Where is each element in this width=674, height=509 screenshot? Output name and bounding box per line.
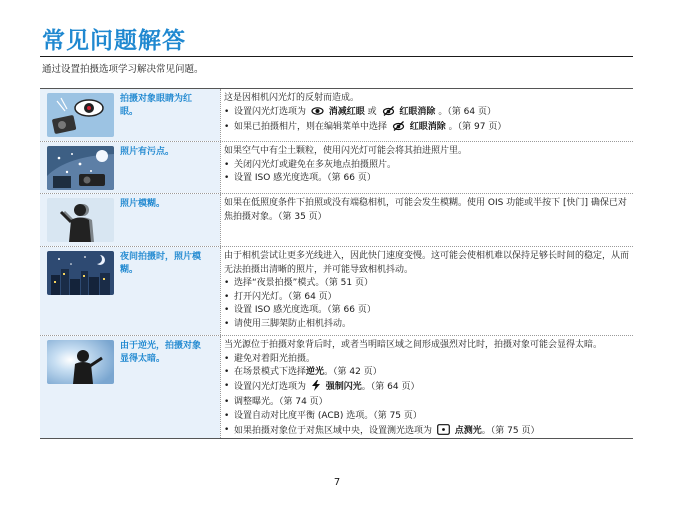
faq-table bbox=[40, 88, 633, 439]
question-cell bbox=[40, 89, 220, 141]
bullet-item: • 选择“夜景拍摄”模式。（第 51 页） bbox=[224, 277, 629, 291]
bullet-bold: 红眼消除 bbox=[399, 106, 436, 117]
faq-row-red-eye bbox=[40, 88, 633, 141]
red-eye-illustration bbox=[47, 93, 114, 137]
bullet-item bbox=[224, 106, 629, 122]
bullet-item: • 请使用三脚架防止相机抖动。 bbox=[224, 318, 629, 332]
bullet-text: 或 bbox=[367, 106, 377, 117]
bullet-bold: 点测光 bbox=[454, 425, 482, 436]
bullet-text: 。（第 97 页） bbox=[448, 122, 507, 133]
bullet-item bbox=[224, 380, 629, 397]
answer-text: 如果空气中有尘土颗粒，使用闪光灯可能会将其拍进照片里。 bbox=[224, 146, 468, 156]
title-divider bbox=[40, 56, 633, 57]
question-cell bbox=[40, 247, 220, 335]
bullet-bold: 强制闪光 bbox=[325, 381, 362, 392]
bullet-item: • 设置 ISO 感光度选项。（第 66 页） bbox=[224, 304, 629, 318]
bullet-item: • 设置 ISO 感光度选项。（第 66 页） bbox=[224, 172, 629, 186]
night-scene-illustration bbox=[47, 251, 114, 295]
answer-cell bbox=[220, 247, 633, 335]
question-text: 照片有污点。 bbox=[120, 147, 175, 157]
red-eye-fix-icon bbox=[382, 106, 395, 122]
answer-cell bbox=[220, 89, 633, 141]
faq-row-backlit bbox=[40, 335, 633, 439]
answer-cell bbox=[220, 194, 633, 246]
fill-flash-icon bbox=[311, 380, 321, 397]
page-subtitle: 通过设置拍摄选项学习解决常见问题。 bbox=[42, 64, 204, 75]
bullet-text: 在场景模式下选择 bbox=[234, 367, 307, 378]
faq-row-spots bbox=[40, 141, 633, 193]
question-cell bbox=[40, 336, 220, 438]
bullet-text: 。（第 75 页） bbox=[481, 425, 540, 436]
bullet-text: 设置闪光灯选项为 bbox=[234, 106, 307, 117]
answer-text: 由于相机尝试让更多光线进入，因此快门速度变慢。这可能会使相机难以保持足够长时间的稳定，从而无法拍摄出清晰的照片，并可能导致相机抖动。 bbox=[224, 251, 630, 275]
bullet-item: • 设置自动对比度平衡 (ACB) 选项。（第 75 页） bbox=[224, 410, 629, 424]
answer-cell bbox=[220, 142, 633, 193]
bullet-item: • 关闭闪光灯或避免在多灰地点拍摄照片。 bbox=[224, 159, 629, 173]
question-text: 夜间拍摄时，照片模糊。 bbox=[120, 252, 202, 275]
page-title: 常见问题解答 bbox=[42, 28, 186, 54]
question-text: 拍摄对象眼睛为红眼。 bbox=[120, 94, 193, 117]
question-text: 照片模糊。 bbox=[120, 199, 166, 209]
bullet-text: 如果拍摄对象位于对焦区域中央，设置测光选项为 bbox=[234, 425, 433, 436]
dust-spots-illustration bbox=[47, 146, 114, 190]
bullet-item bbox=[224, 366, 629, 380]
answer-cell bbox=[220, 336, 633, 438]
blurry-photo-illustration bbox=[47, 198, 114, 242]
question-cell bbox=[40, 194, 220, 246]
answer-text: 如果在低照度条件下拍照或没有端稳相机，可能会发生模糊。使用 OIS 功能或半按下 [快门] 确保已对焦拍摄对象。（第 35 页） bbox=[224, 198, 627, 222]
bullet-text: 设置闪光灯选项为 bbox=[234, 381, 307, 392]
spot-metering-icon bbox=[437, 424, 450, 441]
bullet-item bbox=[224, 424, 629, 441]
bullet-item: • 调整曝光。（第 74 页） bbox=[224, 396, 629, 410]
red-eye-fix-icon bbox=[392, 121, 405, 137]
faq-row-blurry bbox=[40, 193, 633, 246]
question-cell bbox=[40, 142, 220, 193]
bullet-item: • 避免对着阳光拍摄。 bbox=[224, 353, 629, 367]
bullet-text: 如果已拍摄相片，则在编辑菜单中选择 bbox=[234, 122, 388, 133]
bullet-text: 。（第 64 页） bbox=[361, 381, 420, 392]
bullet-bold: 红眼消除 bbox=[409, 122, 446, 133]
faq-row-night bbox=[40, 246, 633, 335]
answer-text: 当光源位于拍摄对象背后时，或者当明暗区域之间形成强烈对比时，拍摄对象可能会显得太暗。 bbox=[224, 340, 603, 350]
bullet-text: 。（第 42 页） bbox=[324, 367, 382, 378]
bullet-bold: 逆光 bbox=[306, 367, 325, 378]
bullet-item bbox=[224, 121, 629, 137]
question-text: 由于逆光，拍摄对象显得太暗。 bbox=[120, 341, 202, 364]
bullet-bold: 消减红眼 bbox=[328, 106, 365, 117]
bullet-item: • 打开闪光灯。（第 64 页） bbox=[224, 291, 629, 305]
page-number: 7 bbox=[333, 477, 341, 488]
answer-text: 这是因相机闪光灯的反射而造成。 bbox=[224, 93, 360, 103]
backlit-subject-illustration bbox=[47, 340, 114, 384]
bullet-text: 。（第 64 页） bbox=[438, 106, 496, 117]
red-eye-icon bbox=[311, 106, 324, 122]
